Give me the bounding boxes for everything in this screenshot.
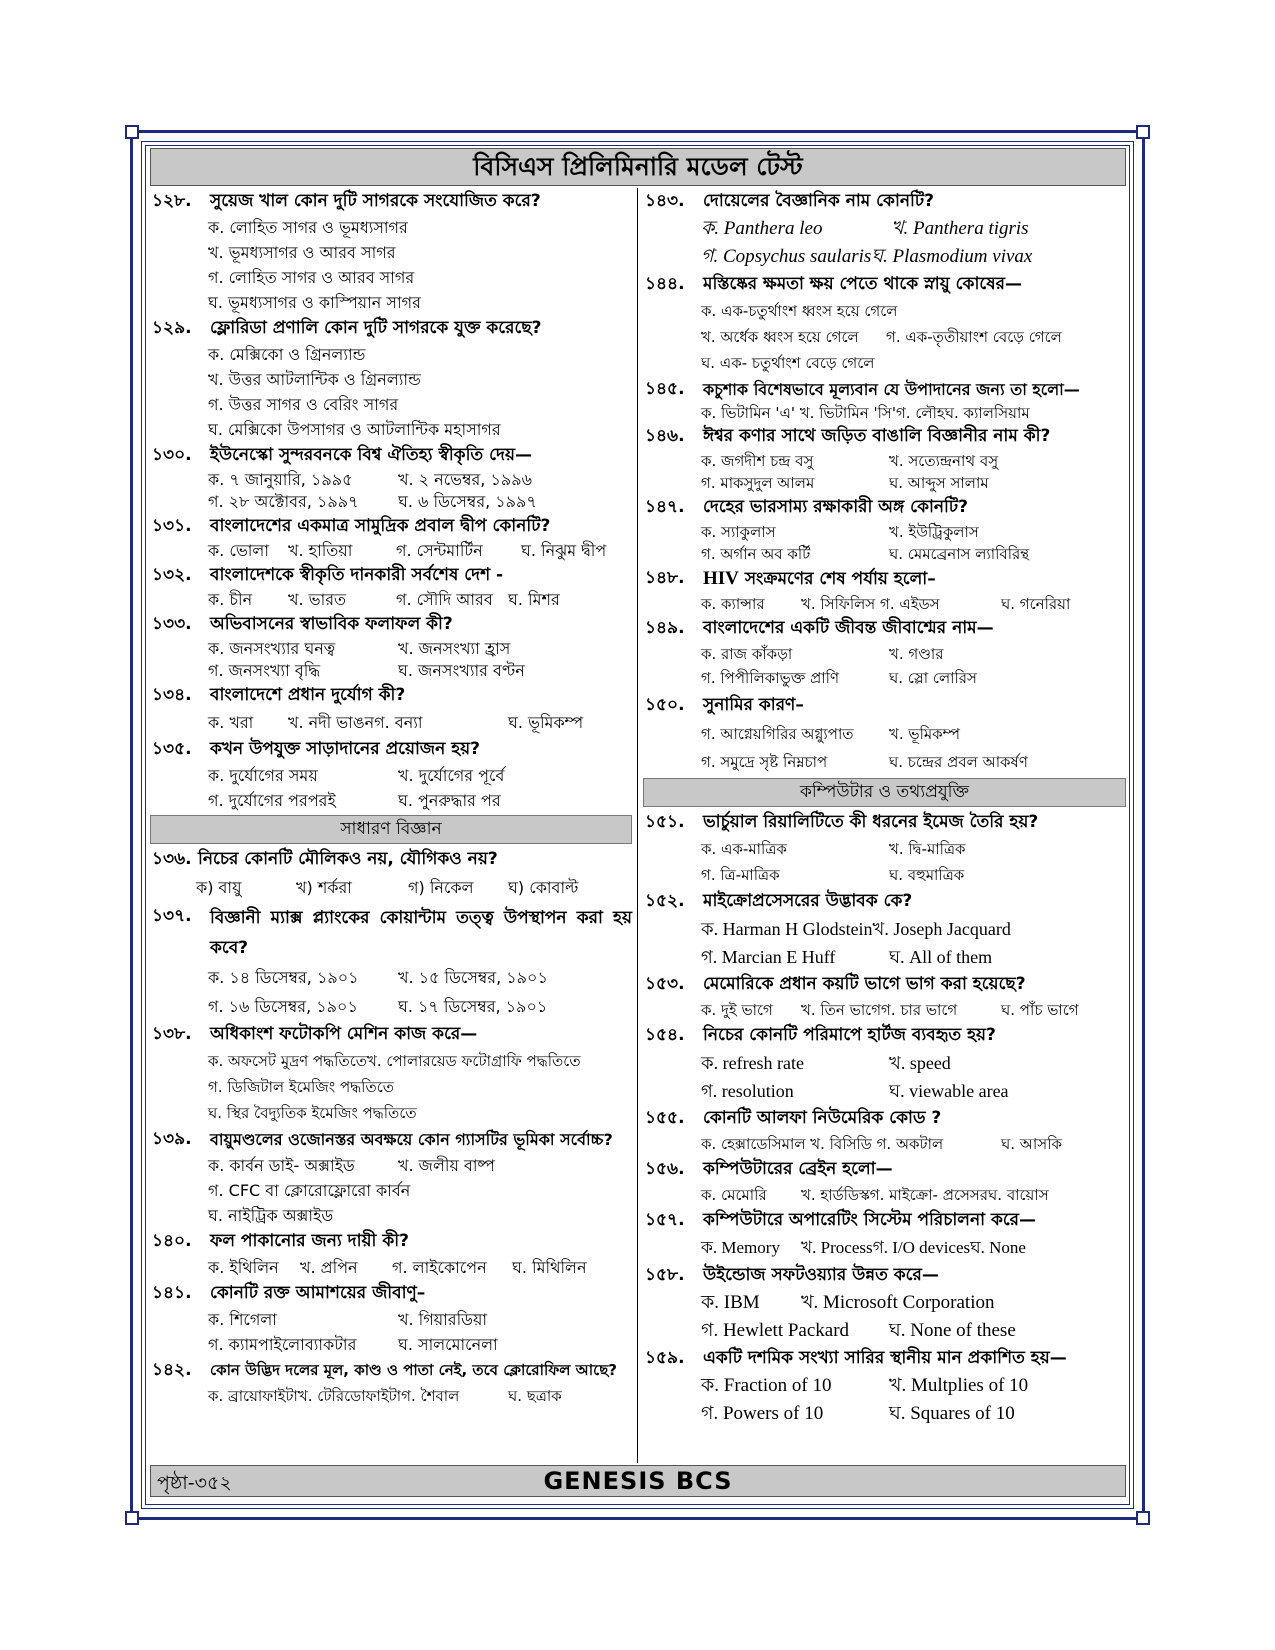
option: গ. ডিজিটাল ইমেজিং পদ্ধতিতে — [208, 1078, 394, 1096]
option: গ) নিকেল — [408, 878, 474, 897]
question-number: ১৫৩. — [645, 974, 685, 994]
option: গ. পিপীলিকাভুক্ত প্রাণি — [701, 669, 840, 687]
option: খ. প্রপিন — [300, 1258, 358, 1277]
question-text: কম্পিউটারের ব্রেইন হলো— — [703, 1159, 893, 1179]
option: ঘ. মিশর — [508, 590, 560, 609]
question-140 — [150, 1228, 632, 1280]
option: ক. রাজ কাঁকড়া — [701, 645, 793, 663]
question-136 — [150, 846, 632, 903]
question-134 — [150, 682, 632, 736]
option: গ. CFC বা ক্লোরোফ্লোরো কার্বন — [208, 1181, 411, 1200]
option: ক. refresh rate — [701, 1053, 805, 1073]
question-144 — [643, 271, 1126, 376]
option: গ. এক-তৃতীয়াংশ বেড়ে গেলে — [886, 328, 1062, 346]
option: ক. জগদীশ চন্দ্র বসু — [701, 452, 814, 470]
question-152 — [643, 888, 1126, 971]
option: ঘ. None of these — [889, 1320, 1016, 1341]
question-text: বিজ্ঞানী ম্যাক্স প্ল্যাংকের কোয়ান্টাম তত্ত্ব উপস্থাপন করা হয় কবে? — [210, 908, 632, 958]
option: গ. সমুদ্রে সৃষ্ট নিম্নচাপ — [701, 753, 828, 771]
option: খ. ভারত — [288, 590, 347, 609]
option: খ. Processগ. I/O devicesঘ. None — [801, 1238, 1026, 1257]
question-text: উইন্ডোজ সফটওয়্যার উন্নত করে— — [703, 1265, 939, 1285]
question-number: ১৩৪. — [152, 685, 192, 705]
question-text: বাংলাদেশের একটি জীবন্ত জীবাশ্মের নাম— — [703, 618, 994, 638]
right-column — [643, 188, 1126, 1428]
question-150 — [643, 690, 1126, 776]
option: ঘ. ভূমিকম্প — [508, 713, 584, 732]
option: ক. খরা — [208, 713, 254, 732]
question-text: সুনামির কারণ– — [703, 695, 804, 715]
question-text: বাংলাদেশকে স্বীকৃতি দানকারী সর্বশেষ দেশ - — [210, 565, 504, 585]
page-title: বিসিএস প্রিলিমিনারি মডেল টেস্ট — [150, 148, 1126, 186]
question-155 — [643, 1105, 1126, 1156]
option: খ. speed — [889, 1053, 951, 1073]
question-128 — [150, 188, 632, 315]
option: খ. হার্ডডিস্কগ. মাইক্রো- প্রসেসরঘ. বায়োস — [801, 1186, 1049, 1204]
option: ক. স্যাকুলাস — [701, 523, 776, 541]
option: ঘ. স্লো লোরিস — [889, 669, 977, 687]
option: ঘ. এক- চতুর্থাংশ বেড়ে গেলে — [701, 354, 875, 372]
option: গ. লোহিত সাগর ও আরব সাগর — [208, 268, 415, 287]
option: ঘ) কোবাল্ট — [508, 878, 579, 897]
option: ঘ. viewable area — [889, 1081, 1009, 1101]
option: খ. অর্ধেক ধ্বংস হয়ে গেলে — [701, 328, 859, 346]
option: ক. এক-চতুর্থাংশ ধ্বংস হয়ে গেলে — [701, 302, 898, 320]
question-number: ১৪০. — [152, 1231, 192, 1251]
question-text: কখন উপযুক্ত সাড়াদানের প্রয়োজন হয়? — [210, 739, 481, 759]
question-157 — [643, 1207, 1126, 1262]
question-number: ১৪৭. — [645, 497, 685, 517]
question-text: মস্তিষ্কের ক্ষমতা ক্ষয় পেতে থাকে স্নায়ু কোষের— — [703, 274, 1022, 294]
option: ক. ভিটামিন 'এ' খ. ভিটামিন 'সি'গ. লৌহঘ. ক্যালসিয়াম — [701, 404, 1030, 422]
option: ঘ. পাঁচ ভাগে — [1001, 1001, 1079, 1019]
option: গ. Marcian E Huff — [701, 947, 836, 967]
option: খ. ২ নভেম্বর, ১৯৯৬ — [398, 470, 533, 489]
question-number: ১২৮. — [152, 191, 192, 211]
question-text: মাইক্রোপ্রসেসরের উদ্ভাবক কে? — [703, 891, 913, 911]
question-number: ১৪৪. — [645, 274, 685, 294]
question-number: ১৪১. — [152, 1283, 192, 1303]
section-header-computer: কম্পিউটার ও তথ্যপ্রযুক্তি — [643, 778, 1126, 807]
option: ক. এক-মাত্রিক — [701, 840, 787, 858]
option: খ. নদী ভাঙনগ. বন্যা — [288, 713, 423, 732]
question-142 — [150, 1357, 632, 1409]
option: ঘ. সালমোনেলা — [398, 1335, 498, 1354]
option: খ. ১৫ ডিসেম্বর, ১৯০১ — [398, 968, 548, 987]
page-footer — [150, 1465, 1126, 1497]
option: গ. লাইকোপেন — [392, 1258, 487, 1277]
option: খ. সিফিলিস গ. এইডস — [801, 595, 940, 613]
option: ক. দুর্যোগের সময় — [208, 766, 318, 785]
question-143 — [643, 188, 1126, 271]
option: ক. চীন — [208, 590, 253, 609]
option: খ. তিন ভাগেগ. চার ভাগে — [801, 1001, 958, 1019]
option: গ. ১৬ ডিসেম্বর, ১৯০১ — [208, 997, 358, 1016]
option: ক. অফসেট মুদ্রণ পদ্ধতিতেখ. পোলারয়েড ফটোগ্রাফি পদ্ধতিতে — [208, 1052, 581, 1070]
question-text: অভিবাসনের স্বাভাবিক ফলাফল কী? — [210, 614, 453, 634]
option: গ. সেন্টমার্টিন — [396, 541, 483, 560]
question-number: ১৪২. — [152, 1360, 192, 1380]
question-number: ১৫৬. — [645, 1159, 685, 1179]
question-number: ১৫১. — [645, 812, 685, 832]
question-text: দোয়েলের বৈজ্ঞানিক নাম কোনটি? — [703, 191, 935, 211]
option: গ. জনসংখ্যা বৃদ্ধি — [208, 661, 321, 680]
option: ক. IBM — [701, 1292, 760, 1313]
question-number: ১৩০. — [152, 445, 192, 465]
section-header-science: সাধারণ বিজ্ঞান — [150, 815, 632, 844]
question-text-abbr: HIV — [703, 568, 739, 589]
question-149 — [643, 615, 1126, 690]
left-column — [150, 188, 632, 1409]
option: ক. দুই ভাগে — [701, 1001, 773, 1019]
question-number: ১৪৫. — [645, 379, 685, 399]
question-text: বাংলাদেশের একমাত্র সামুদ্রিক প্রবাল দ্বীপ কোনটি? — [210, 516, 551, 536]
question-number: ১৪৯. — [645, 618, 685, 638]
question-text: ঈশ্বর কণার সাথে জড়িত বাঙালি বিজ্ঞানীর নাম কী? — [703, 426, 1051, 446]
question-158 — [643, 1262, 1126, 1345]
option: ঘ. স্থির বৈদ্যুতিক ইমেজিং পদ্ধতিতে — [208, 1104, 417, 1122]
question-133 — [150, 611, 632, 682]
page-number: পৃষ্ঠা-৩৫২ — [157, 1472, 232, 1494]
question-number: ১২৯. — [152, 318, 192, 338]
question-132 — [150, 562, 632, 611]
question-text: ফ্লোরিডা প্রণালি কোন দুটি সাগরকে যুক্ত করেছে? — [210, 318, 542, 338]
option: ক. ১৪ ডিসেম্বর, ১৯০১ — [208, 968, 359, 987]
question-number: ১৫৭. — [645, 1210, 685, 1230]
option: খ. ইউট্রিকুলাস — [889, 523, 979, 541]
question-number: ১৩২. — [152, 565, 192, 585]
question-number: ১৩৬. — [152, 849, 192, 869]
question-154 — [643, 1022, 1126, 1105]
option: ক. Panthera leo — [701, 218, 823, 239]
option: খ. Multplies of 10 — [889, 1375, 1029, 1396]
option: খ. জলীয় বাষ্প — [398, 1156, 495, 1175]
option: ঘ. ভূমধ্যসাগর ও কাস্পিয়ান সাগর — [208, 293, 421, 312]
corner-ornament — [125, 125, 139, 139]
option: ঘ. গনেরিয়া — [1001, 595, 1071, 613]
question-text: ভার্চুয়াল রিয়ালিটিতে কী ধরনের ইমেজ তৈরি হয়? — [703, 812, 1039, 832]
option: ঘ. বহুমাত্রিক — [889, 866, 965, 884]
question-number: ১৪৮. — [645, 568, 685, 588]
option: গ. Hewlett Packard — [701, 1320, 850, 1341]
option: ঘ. জনসংখ্যার বণ্টন — [398, 661, 525, 680]
question-138 — [150, 1021, 632, 1126]
option: ক. Fraction of 10 — [701, 1375, 832, 1396]
option: ক. কার্বন ডাই- অক্সাইড — [208, 1156, 355, 1175]
option: ক. লোহিত সাগর ও ভূমধ্যসাগর — [208, 218, 408, 237]
question-text: সুয়েজ খাল কোন দুটি সাগরকে সংযোজিত করে? — [210, 191, 541, 211]
option: খ. ভূমধ্যসাগর ও আরব সাগর — [208, 243, 396, 262]
question-text: কোনটি রক্ত আমাশয়ের জীবাণু– — [210, 1283, 426, 1303]
option: ক. ভোলা — [208, 541, 269, 560]
option: ক. ৭ জানুয়ারি, ১৯৯৫ — [208, 470, 353, 489]
option: ঘ. আব্দুস সালাম — [889, 474, 989, 492]
question-text: কোন উদ্ভিদ দলের মূল, কাণ্ড ও পাতা নেই, তবে ক্লোরোফিল আছে? — [210, 1361, 617, 1379]
option: ক. শিগেলা — [208, 1310, 277, 1329]
option: ঘ. Squares of 10 — [889, 1403, 1015, 1424]
question-147 — [643, 494, 1126, 565]
question-130 — [150, 442, 632, 513]
question-number: ১৫৯. — [645, 1348, 685, 1368]
question-159 — [643, 1345, 1126, 1428]
question-number: ১৫৫. — [645, 1108, 685, 1128]
question-146 — [643, 423, 1126, 494]
option: খ) শর্করা — [296, 878, 352, 897]
option: ঘ. চন্দ্রের প্রবল আকর্ষণ — [889, 753, 1028, 771]
question-156 — [643, 1156, 1126, 1207]
option: ক. ক্যান্সার — [701, 595, 765, 613]
question-text: দেহের ভারসাম্য রক্ষাকারী অঙ্গ কোনটি? — [703, 497, 969, 517]
option: খ. Microsoft Corporation — [801, 1292, 995, 1313]
question-129 — [150, 315, 632, 442]
option: ঘ. All of them — [889, 947, 993, 967]
option: খ. সত্যেন্দ্রনাথ বসু — [889, 452, 999, 470]
option: ঘ. ছত্রাক — [508, 1387, 562, 1405]
question-number: ১৩১. — [152, 516, 192, 536]
question-number: ১৫০. — [645, 695, 685, 715]
corner-ornament — [1136, 125, 1150, 139]
question-text: নিচের কোনটি পরিমাপে হার্টজ ব্যবহৃত হয়? — [703, 1025, 996, 1045]
question-number: ১৫৮. — [645, 1265, 685, 1285]
question-131 — [150, 513, 632, 562]
option: ক. মেমোরি — [701, 1186, 767, 1204]
question-text: সংক্রমণের শেষ পর্যায় হলো– — [738, 569, 936, 589]
question-137 — [150, 903, 632, 1021]
option: ক. ইথিলিন — [208, 1258, 279, 1277]
option: গ. resolution — [701, 1081, 794, 1101]
option: খ. জনসংখ্যা হ্রাস — [398, 639, 511, 658]
option: ক. মেক্সিকো ও গ্রিনল্যান্ড — [208, 345, 366, 364]
option: ঘ. মেক্সিকো উপসাগর ও আটলান্টিক মহাসাগর — [208, 420, 501, 439]
option: গ. অর্গান অব কর্টি — [701, 545, 811, 563]
question-number: ১৪৩. — [645, 191, 685, 211]
option: ঘ. মেমব্রেনাস ল্যাবিরিন্থ — [889, 545, 1030, 563]
option: গ. উত্তর সাগর ও বেরিং সাগর — [208, 395, 399, 414]
option: ক. Harman H Glodsteinখ. Joseph Jacquard — [701, 919, 1011, 939]
question-139 — [150, 1126, 632, 1228]
question-text: কচুশাক বিশেষভাবে মূল্যবান যে উপাদানের জন্য তা হলো— — [703, 380, 1080, 399]
option: ঘ. ১৭ ডিসেম্বর, ১৯০১ — [398, 997, 548, 1016]
option: গ. দুর্যোগের পরপরই — [208, 791, 336, 810]
column-divider — [637, 188, 638, 1463]
question-text: বায়ুমণ্ডলের ওজোনস্তর অবক্ষয়ে কোন গ্যাসটির ভূমিকা সর্বোচ্চ? — [210, 1130, 613, 1149]
question-141 — [150, 1280, 632, 1357]
option: ক) বায়ু — [196, 878, 242, 897]
option: ঘ. আসকি — [1001, 1135, 1062, 1153]
question-135 — [150, 736, 632, 813]
corner-ornament — [1136, 1511, 1150, 1525]
option: গ. Copsychus saularisঘ. Plasmodium vivax — [701, 246, 1033, 267]
question-text: ইউনেস্কো সুন্দরবনকে বিশ্ব ঐতিহ্য স্বীকৃতি দেয়— — [210, 445, 532, 465]
option: ঘ. পুনরুদ্ধার পর — [398, 791, 501, 810]
option: গ. ক্যামপাইলোব্যাকটার — [208, 1335, 357, 1354]
option: গ. ত্রি-মাত্রিক — [701, 866, 780, 884]
question-number: ১৫২. — [645, 891, 685, 911]
question-153 — [643, 971, 1126, 1022]
question-text: বাংলাদেশে প্রধান দুর্যোগ কী? — [210, 685, 406, 705]
question-151 — [643, 809, 1126, 888]
option: গ. আগ্নেয়গিরির অগ্ন্যুপাত — [701, 725, 854, 743]
question-number: ১৪৬. — [645, 426, 685, 446]
question-number: ১৫৪. — [645, 1025, 685, 1045]
question-text: নিচের কোনটি মৌলিকও নয়, যৌগিকও নয়? — [198, 849, 498, 869]
option: ক. জনসংখ্যার ঘনত্ব — [208, 639, 336, 658]
question-145 — [643, 376, 1126, 423]
question-text: কম্পিউটারে অপারেটিং সিস্টেম পরিচালনা করে— — [703, 1210, 1037, 1230]
option: খ. ভূমিকম্প — [889, 725, 961, 743]
option: গ. সৌদি আরব — [396, 590, 493, 609]
question-text: মেমোরিকে প্রধান কয়টি ভাগে ভাগ করা হয়েছে? — [703, 974, 1026, 994]
option: গ. Powers of 10 — [701, 1403, 824, 1424]
option: ক. হেক্সাডেসিমাল খ. বিসিডি গ. অকটাল — [701, 1135, 944, 1153]
option: খ. Panthera tigris — [891, 218, 1029, 239]
option: গ. মাকসুদুল আলম — [701, 474, 815, 492]
corner-ornament — [125, 1511, 139, 1525]
option: খ. উত্তর আটলান্টিক ও গ্রিনল্যান্ড — [208, 370, 421, 389]
question-text: ফল পাকানোর জন্য দায়ী কী? — [210, 1231, 409, 1251]
option: ঘ. মিথিলিন — [512, 1258, 587, 1277]
question-number: ১৩৫. — [152, 739, 192, 759]
option: ঘ. ৬ ডিসেম্বর, ১৯৯৭ — [398, 492, 537, 511]
question-text: একটি দশমিক সংখ্যা সারির স্থানীয় মান প্রকাশিত হয়— — [703, 1348, 1067, 1368]
option: খ. গিয়ারডিয়া — [398, 1310, 488, 1329]
option: খ. গণ্ডার — [889, 645, 944, 663]
question-text: অধিকাংশ ফটোকপি মেশিন কাজ করে— — [210, 1024, 478, 1044]
question-number: ১৩৭. — [152, 906, 192, 926]
question-148 — [643, 565, 1126, 615]
question-number: ১৩৩. — [152, 614, 192, 634]
option: গ. ২৮ অক্টোবর, ১৯৯৭ — [208, 492, 359, 511]
question-number: ১৩৮. — [152, 1024, 192, 1044]
option: ঘ. নিঝুম দ্বীপ — [521, 541, 607, 560]
question-text: কোনটি আলফা নিউমেরিক কোড ? — [703, 1108, 942, 1128]
option: ক. ব্রায়োফাইটাখ. টেরিডোফাইটাগ. শৈবাল — [208, 1387, 460, 1405]
option: ঘ. নাইট্রিক অক্সাইড — [208, 1206, 334, 1225]
question-number: ১৩৯. — [152, 1129, 192, 1149]
option: খ. দ্বি-মাত্রিক — [889, 840, 966, 858]
footer-brand: GENESIS BCS — [543, 1467, 733, 1495]
option: খ. দুর্যোগের পূর্বে — [398, 766, 505, 785]
option: খ. হাতিয়া — [288, 541, 353, 560]
option: ক. Memory — [701, 1238, 780, 1257]
